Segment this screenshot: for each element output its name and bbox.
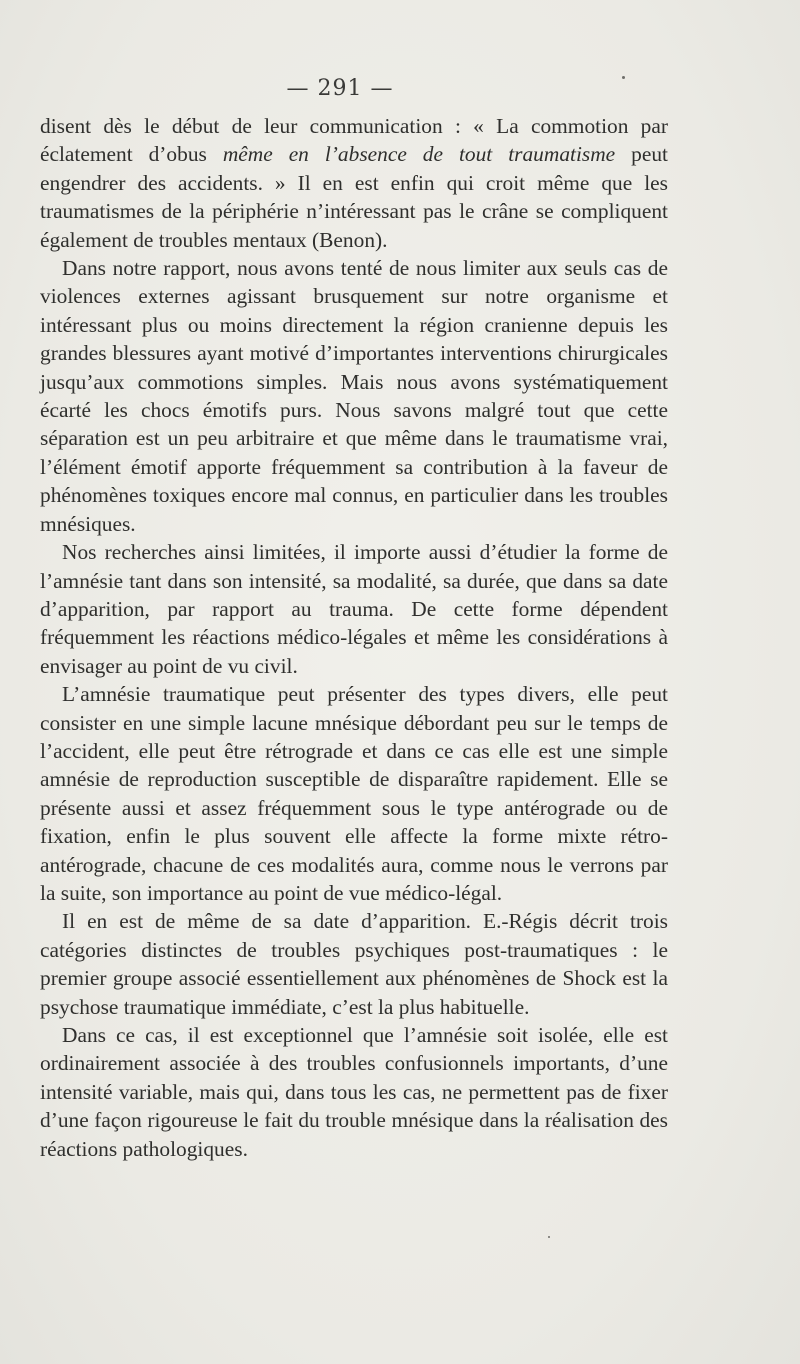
italic-quote: même en l’absence de tout traumatisme	[222, 142, 616, 167]
paragraph	[40, 112, 668, 254]
paragraph: L’amnésie traumatique peut présenter des types divers, elle peut consister en une simple lacune mnésique débordant peu sur le temps de l’accident, elle peut être rétrograde et dans ce cas elle est une simple amnésie de reproduction susceptible de disparaître rapidement. Elle se présente aussi et assez fréquemment sous le type antérograde ou de fixation, enfin le plus souvent elle affecte la forme mixte rétro-antérograde, chacune de ces modalités aura, comme nous le verrons par la suite, son importance au point de vue médico-légal.	[40, 682, 668, 905]
ink-speck	[548, 1236, 550, 1238]
body-text	[40, 112, 668, 1163]
paragraph: Dans notre rapport, nous avons tenté de nous limiter aux seuls cas de violences externes agissant brusquement sur notre organisme et intéressant plus ou moins directement la région cranienne depuis les grandes blessures ayant motivé d’importantes interventions chirurgicales jusqu’aux commotions simples. Mais nous avons systématiquement écarté les chocs émotifs purs. Nous savons malgré tout que cette séparation est un peu arbitraire et que même dans le traumatisme vrai, l’élément émotif apporte fréquemment sa contribution à la faveur de phénomènes toxiques encore mal connus, en particulier dans les troubles mnésiques.	[40, 256, 668, 536]
page-number: — 291 —	[286, 76, 394, 101]
paragraph: Nos recherches ainsi limitées, il importe aussi d’étudier la forme de l’amnésie tant dans son intensité, sa modalité, sa durée, que dans sa date d’apparition, par rapport au trauma. De cette forme dépendent fréquemment les réactions médico-légales et même les considérations à envisager au point de vu civil.	[40, 540, 668, 678]
paragraph: Dans ce cas, il est exceptionnel que l’amnésie soit isolée, elle est ordinairement associée à des troubles confusionnels importants, d’une intensité variable, mais qui, dans tous les cas, ne permettent pas de fixer d’une façon rigoureuse le fait du trouble mnésique dans la réalisation des réactions pathologiques.	[40, 1023, 668, 1161]
paragraph-text: disent dès le début de leur communication : « La commotion par éclatement d’obus	[40, 114, 668, 167]
paragraph: Il en est de même de sa date d’apparition. E.-Régis décrit trois catégories distinctes de troubles psychiques post-traumatiques : le premier groupe associé essentiellement aux phénomènes de Shock est la psychose traumatique immédiate, c’est la plus habituelle.	[40, 909, 668, 1019]
paragraph-text: peut engendrer des accidents. » Il en est enfin qui croit même que les traumatismes de la périphérie n’intéressant pas le crâne se compliquent également de troubles mentaux (Benon).	[40, 142, 668, 252]
